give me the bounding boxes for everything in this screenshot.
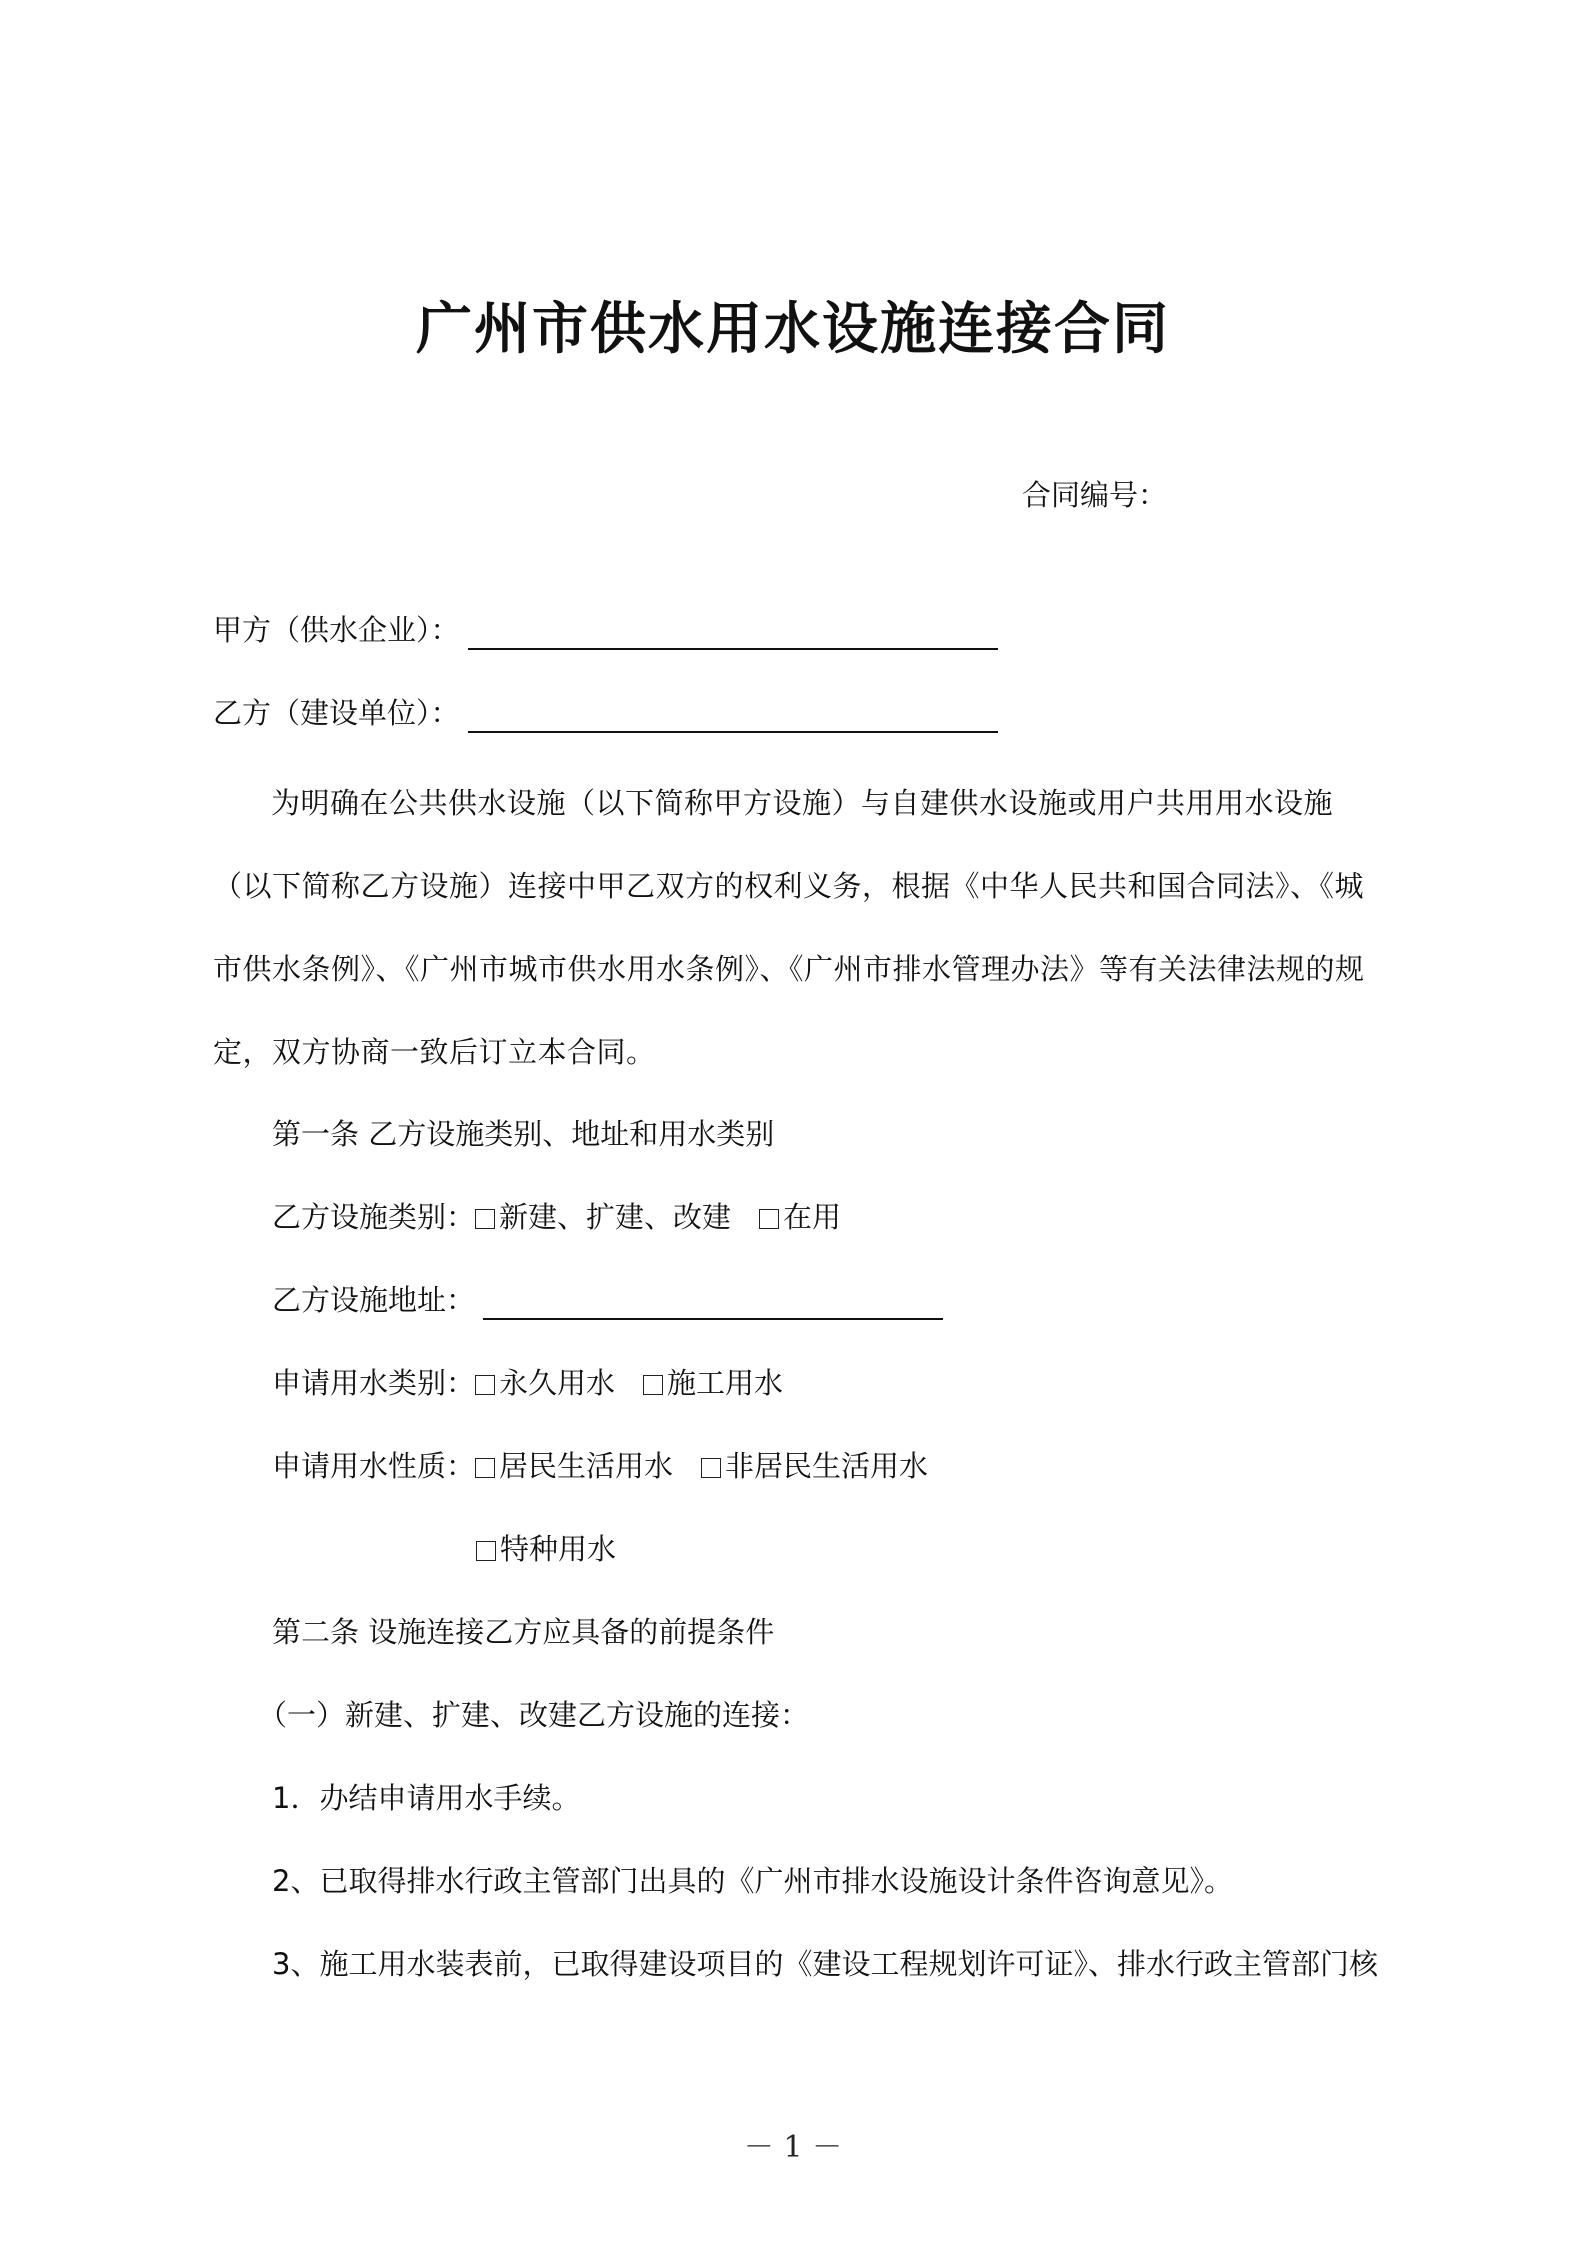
water-category-row	[272, 1363, 783, 1403]
article-2-heading: 第二条 设施连接乙方应具备的前提条件	[272, 1615, 775, 1649]
water-nature-label: 申请用水性质：	[272, 1449, 476, 1483]
water-nature-option-residential: 居民生活用水	[499, 1449, 674, 1483]
intro-paragraph: 为明确在公共供水设施（以下简称甲方设施）与自建供水设施或用户共用用水设施（以下简称乙方设施）连接中甲乙双方的权利义务，根据《中华人民共和国合同法》、《城市供水条例》、《广州市城市供水用水条例》、《广州市排水管理办法》等有关法律法规的规定，双方协商一致后订立本合同。	[213, 786, 1365, 1069]
water-nature-row	[272, 1446, 928, 1486]
article-1-heading: 第一条 乙方设施类别、地址和用水类别	[272, 1117, 775, 1151]
party-b-row	[213, 693, 998, 733]
facility-address-blank[interactable]	[483, 1282, 943, 1320]
section-1-heading: （一）新建、扩建、改建乙方设施的连接：	[258, 1698, 810, 1732]
checkbox-permanent-water[interactable]	[475, 1375, 495, 1395]
water-nature-option-non-residential: 非居民生活用水	[725, 1449, 929, 1483]
facility-address-label: 乙方设施地址：	[272, 1283, 476, 1317]
facility-type-option-in-use: 在用	[783, 1200, 842, 1234]
list-item-2: 2、已取得排水行政主管部门出具的《广州市排水设施设计条件咨询意见》。	[272, 1864, 1233, 1898]
facility-type-row	[272, 1197, 841, 1237]
list-item-3: 3、施工用水装表前，已取得建设项目的《建设工程规划许可证》、排水行政主管部门核	[272, 1947, 1378, 1981]
checkbox-in-use[interactable]	[759, 1209, 779, 1229]
party-a-row	[213, 610, 998, 650]
facility-address-row	[272, 1280, 943, 1320]
party-b-blank[interactable]	[468, 695, 998, 733]
party-a-label: 甲方（供水企业）：	[213, 613, 460, 647]
water-nature-row-2	[476, 1529, 616, 1569]
page-number: － 1 －	[743, 2130, 843, 2165]
checkbox-residential-water[interactable]	[475, 1458, 495, 1478]
party-a-blank[interactable]	[468, 612, 998, 650]
list-item-1: 1．办结申请用水手续。	[272, 1781, 581, 1815]
checkbox-construction-water[interactable]	[643, 1375, 663, 1395]
contract-number-label: 合同编号：	[1022, 478, 1168, 512]
facility-type-option-new: 新建、扩建、改建	[499, 1200, 732, 1234]
checkbox-non-residential-water[interactable]	[701, 1458, 721, 1478]
document-title: 广州市供水用水设施连接合同	[416, 297, 1170, 362]
water-nature-option-special: 特种用水	[500, 1532, 617, 1566]
water-category-option-construction: 施工用水	[667, 1366, 784, 1400]
checkbox-special-water[interactable]	[476, 1541, 496, 1561]
checkbox-new-build[interactable]	[475, 1209, 495, 1229]
water-category-label: 申请用水类别：	[272, 1366, 476, 1400]
water-category-option-permanent: 永久用水	[499, 1366, 616, 1400]
facility-type-label: 乙方设施类别：	[272, 1200, 476, 1234]
party-b-label: 乙方（建设单位）：	[213, 696, 460, 730]
